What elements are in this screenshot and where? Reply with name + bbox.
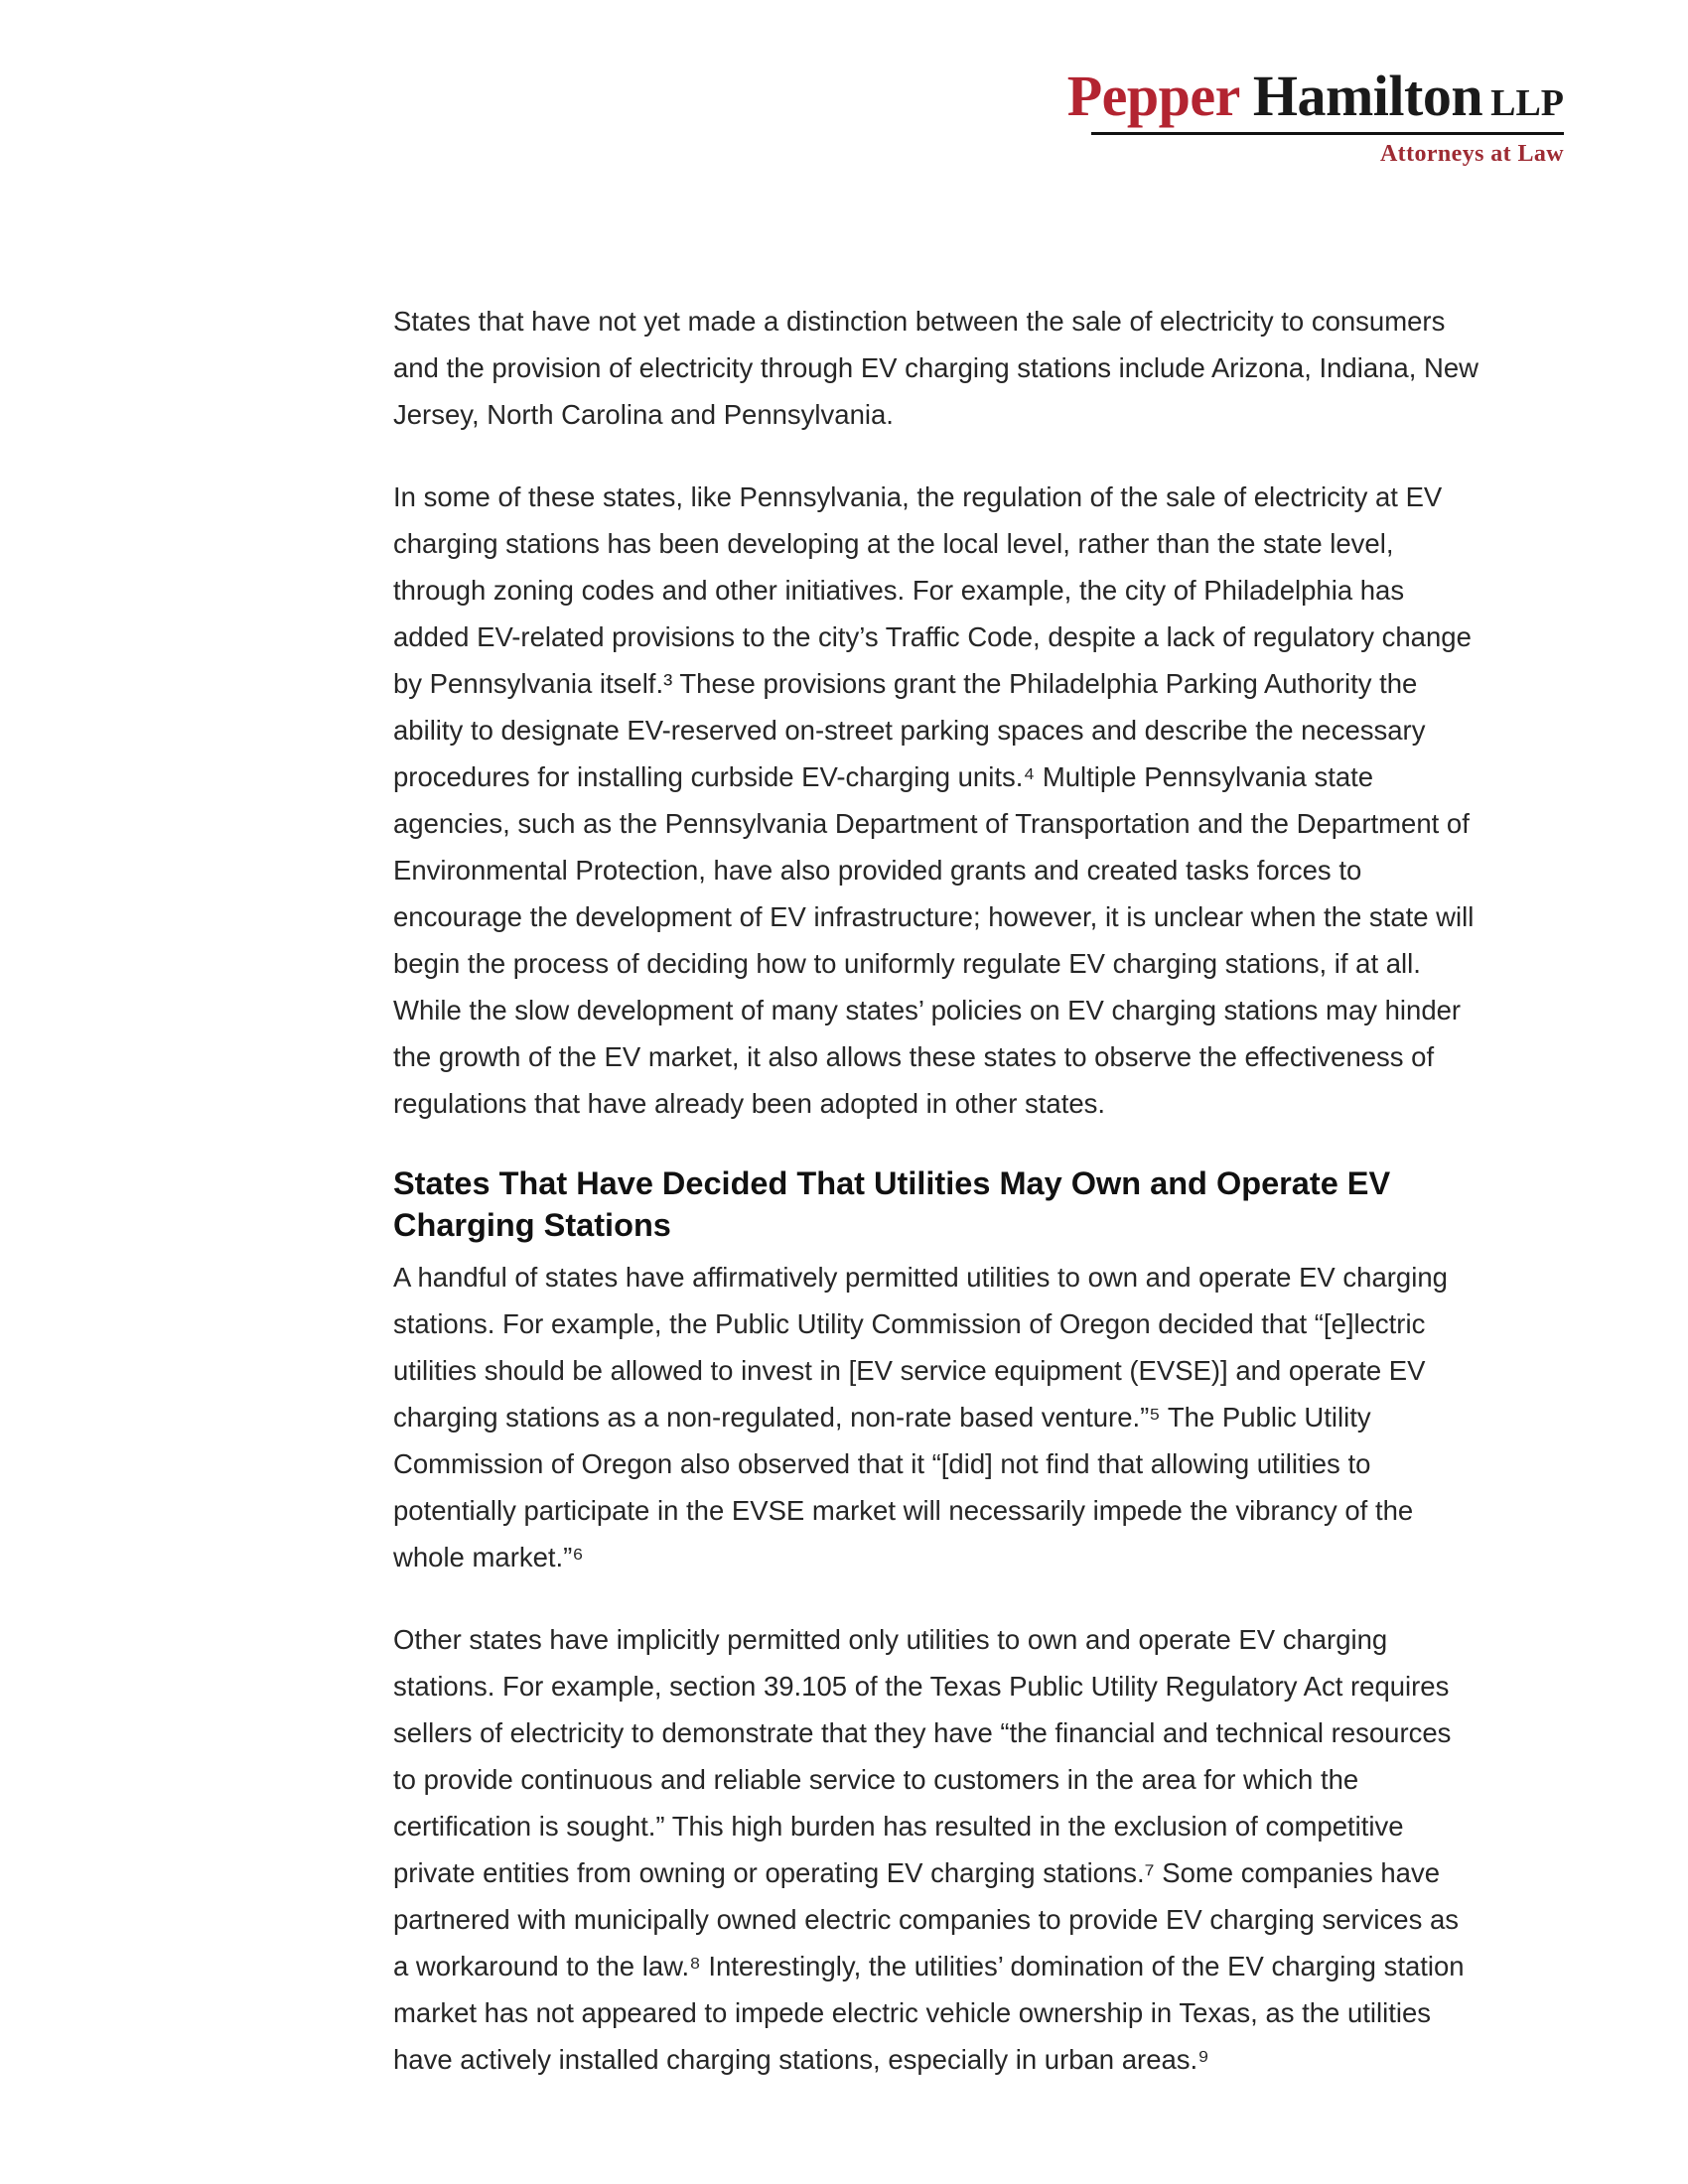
logo-word-llp: LLP	[1490, 82, 1564, 124]
paragraph-pennsylvania-local-regulation: In some of these states, like Pennsylvania, the regulation of the sale of electricity at EV charging stations has been developing at the local level, rather than the state level, through zoning codes and other initiatives. For example, the city of Philadelphia has added EV-related provisions to the city’s Traffic Code, despite a lack of regulatory change by Pennsylvania itself.³ These provisions grant the Philadelphia Parking Authority the ability to designate EV-reserved on-street parking spaces and describe the necessary procedures for installing curbside EV-charging units.⁴ Multiple Pennsylvania state agencies, such as the Pennsylvania Department of Transportation and the Department of Environmental Protection, have also provided grants and created tasks forces to encourage the development of EV infrastructure; however, it is unclear when the state will begin the process of deciding how to uniformly regulate EV charging stations, if at all. While the slow development of many states’ policies on EV charging stations may hinder the growth of the EV market, it also allows these states to observe the effectiveness of regulations that have already been adopted in other states.	[393, 481, 1475, 1119]
paragraph-states-no-distinction: States that have not yet made a distinction between the sale of electricity to consumers and the provision of electricity through EV charging stations include Arizona, Indiana, New Jersey, North Carolina and Pennsylvania.	[393, 306, 1478, 430]
letterhead-rule	[1091, 132, 1564, 135]
letterhead-tagline: Attorneys at Law	[1379, 141, 1564, 167]
logo-word-hamilton: Hamilton	[1252, 64, 1483, 128]
section-heading-utilities-own-operate: States That Have Decided That Utilities May Own and Operate EV Charging Stations	[393, 1165, 1391, 1243]
paragraph-oregon-decision: A handful of states have affirmatively permitted utilities to own and operate EV charging stations. For example, the Public Utility Commission of Oregon decided that “[e]lectric utilities should be allowed to invest in [EV service equipment (EVSE)] and operate EV charging stations as a non-regulated, non-rate based venture.”⁵ The Public Utility Commission of Oregon also observed that it “[did] not find that allowing utilities to potentially participate in the EVSE market will necessarily impede the vibrancy of the whole market.”⁶	[393, 1262, 1448, 1572]
paragraph-texas-utilities: Other states have implicitly permitted only utilities to own and operate EV charging stations. For example, section 39.105 of the Texas Public Utility Regulatory Act requires sellers of electricity to demonstrate that they have “the financial and technical resources to provide continuous and reliable service to customers in the area for which the certification is sought.” This high burden has resulted in the exclusion of competitive private entities from owning or operating EV charging stations.⁷ Some companies have partnered with municipally owned electric companies to provide EV charging services as a workaround to the law.⁸ Interestingly, the utilities’ domination of the EV charging station market has not appeared to impede electric vehicle ownership in Texas, as the utilities have actively installed charging stations, especially in urban areas.⁹	[393, 1624, 1465, 2075]
letterhead	[1066, 64, 1564, 168]
logo-word-pepper: Pepper	[1066, 64, 1240, 128]
document-body	[393, 298, 1480, 2118]
firm-logo	[1066, 64, 1564, 128]
